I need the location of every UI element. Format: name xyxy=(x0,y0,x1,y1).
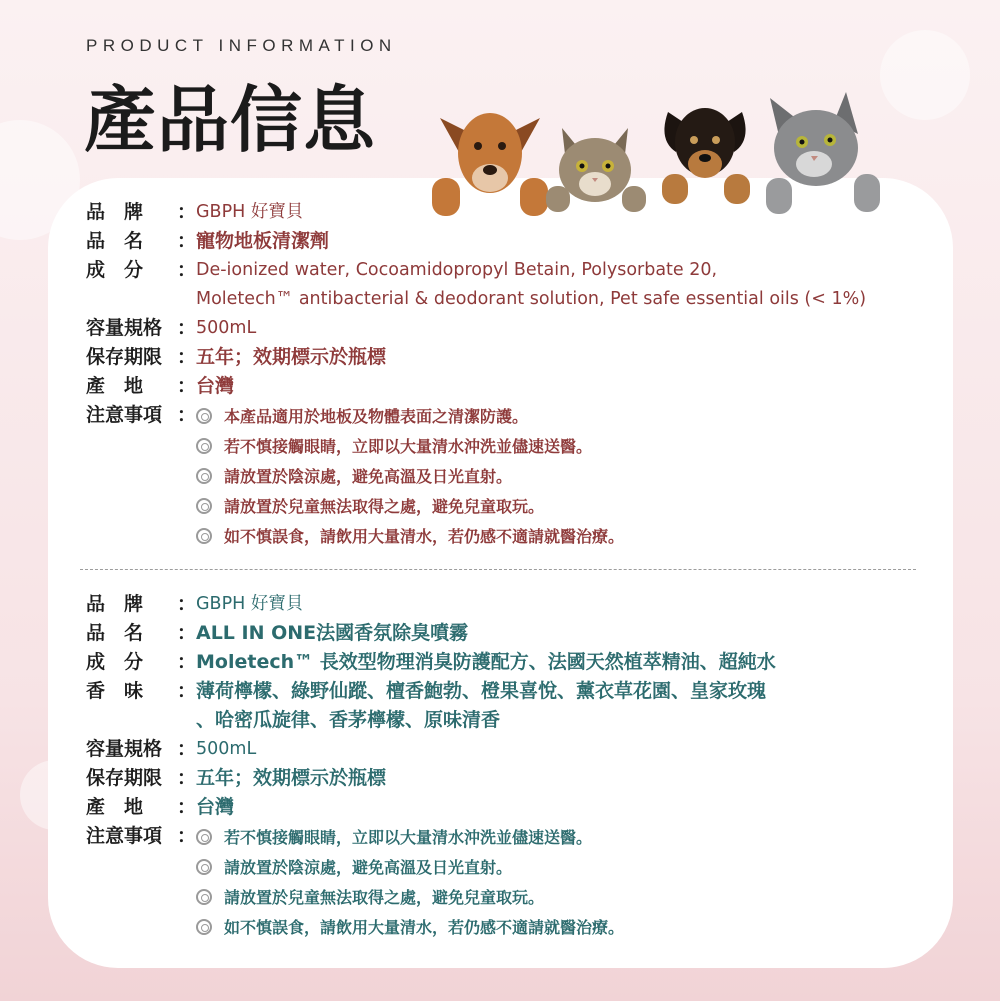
list-item: 請放置於陰涼處，避免高溫及日光直射。 xyxy=(196,461,624,491)
product-2-section xyxy=(86,590,926,942)
shelf-life-label: 保存期限 ： xyxy=(86,346,196,368)
name-value: ALL IN ONE法國香氛除臭噴霧 xyxy=(196,622,469,644)
scent-row xyxy=(86,677,926,706)
volume-label: 容量規格 ： xyxy=(86,738,196,760)
bullet-icon xyxy=(196,859,212,875)
list-item: 若不慎接觸眼睛，立即以大量清水沖洗並儘速送醫。 xyxy=(196,431,624,461)
origin-value: 台灣 xyxy=(196,375,235,397)
volume-row xyxy=(86,314,926,343)
eyebrow-heading: PRODUCT INFORMATION xyxy=(86,36,397,55)
notes-list xyxy=(196,822,624,942)
section-divider xyxy=(80,569,916,570)
scent-row-cont xyxy=(86,706,926,735)
volume-label: 容量規格 ： xyxy=(86,317,196,339)
volume-row xyxy=(86,735,926,764)
brand-row xyxy=(86,590,926,619)
volume-value: 500mL xyxy=(196,318,257,338)
bullet-icon xyxy=(196,528,212,544)
gray-cat-icon xyxy=(750,78,890,218)
ingredients-value: Moletech™ 長效型物理消臭防護配方、法國天然植萃精油、超純水 xyxy=(196,651,776,673)
list-item: 如不慎誤食，請飲用大量清水，若仍感不適請就醫治療。 xyxy=(196,912,624,942)
page-title: 產品信息 xyxy=(84,78,377,162)
origin-value: 台灣 xyxy=(196,796,235,818)
ingredients-row xyxy=(86,256,926,285)
ingredients-row xyxy=(86,648,926,677)
ingredients-value-line2: Moletech™ antibacterial & deodorant solution, Pet safe essential oils (< 1%) xyxy=(196,289,867,309)
list-item: 請放置於兒童無法取得之處，避免兒童取玩。 xyxy=(196,882,624,912)
bullet-icon xyxy=(196,468,212,484)
list-item: 若不慎接觸眼睛，立即以大量清水沖洗並儘速送醫。 xyxy=(196,822,624,852)
bullet-icon xyxy=(196,889,212,905)
scent-label: 香 味 ： xyxy=(86,680,196,702)
origin-row xyxy=(86,372,926,401)
scent-value-line2: 、哈密瓜旋律、香茅檸檬、原味清香 xyxy=(196,709,501,731)
origin-label: 產 地 ： xyxy=(86,375,196,397)
brand-label: 品 牌 ： xyxy=(86,593,196,615)
brand-value: GBPH 好寶貝 xyxy=(196,202,304,222)
ingredients-label: 成 分 ： xyxy=(86,259,196,281)
ingredients-label: 成 分 ： xyxy=(86,651,196,673)
shelf-life-value: 五年；效期標示於瓶標 xyxy=(196,767,387,789)
bullet-icon xyxy=(196,498,212,514)
bullet-icon xyxy=(196,919,212,935)
scent-value-line1: 薄荷檸檬、綠野仙蹤、檀香鮑勃、橙果喜悅、薰衣草花園、皇家玫瑰 xyxy=(196,680,767,702)
name-row xyxy=(86,619,926,648)
bullet-icon xyxy=(196,438,212,454)
notes-label: 注意事項 ： xyxy=(86,404,196,426)
bullet-icon xyxy=(196,829,212,845)
shelf-life-value: 五年；效期標示於瓶標 xyxy=(196,346,387,368)
puppy-icon xyxy=(650,90,760,210)
name-value: 寵物地板清潔劑 xyxy=(196,230,330,252)
brand-value: GBPH 好寶貝 xyxy=(196,594,304,614)
product-1-section xyxy=(86,198,926,551)
list-item: 請放置於兒童無法取得之處，避免兒童取玩。 xyxy=(196,491,624,521)
origin-label: 產 地 ： xyxy=(86,796,196,818)
bullet-icon xyxy=(196,408,212,424)
brand-row xyxy=(86,198,926,227)
shelf-life-row xyxy=(86,764,926,793)
list-item: 如不慎誤食，請飲用大量清水，若仍感不適請就醫治療。 xyxy=(196,521,624,551)
name-row xyxy=(86,227,926,256)
shelf-life-label: 保存期限 ： xyxy=(86,767,196,789)
notes-row xyxy=(86,822,926,942)
volume-value: 500mL xyxy=(196,739,257,759)
notes-list xyxy=(196,401,624,551)
list-item: 本產品適用於地板及物體表面之清潔防護。 xyxy=(196,401,624,431)
name-label: 品 名 ： xyxy=(86,622,196,644)
notes-row xyxy=(86,401,926,551)
pets-illustration xyxy=(410,78,900,218)
ingredients-value-line1: De-ionized water, Cocoamidopropyl Betain, Polysorbate 20, xyxy=(196,260,718,280)
origin-row xyxy=(86,793,926,822)
name-label: 品 名 ： xyxy=(86,230,196,252)
shelf-life-row xyxy=(86,343,926,372)
ingredients-row-cont xyxy=(86,285,926,314)
notes-label: 注意事項 ： xyxy=(86,825,196,847)
brand-label: 品 牌 ： xyxy=(86,201,196,223)
list-item: 請放置於陰涼處，避免高溫及日光直射。 xyxy=(196,852,624,882)
